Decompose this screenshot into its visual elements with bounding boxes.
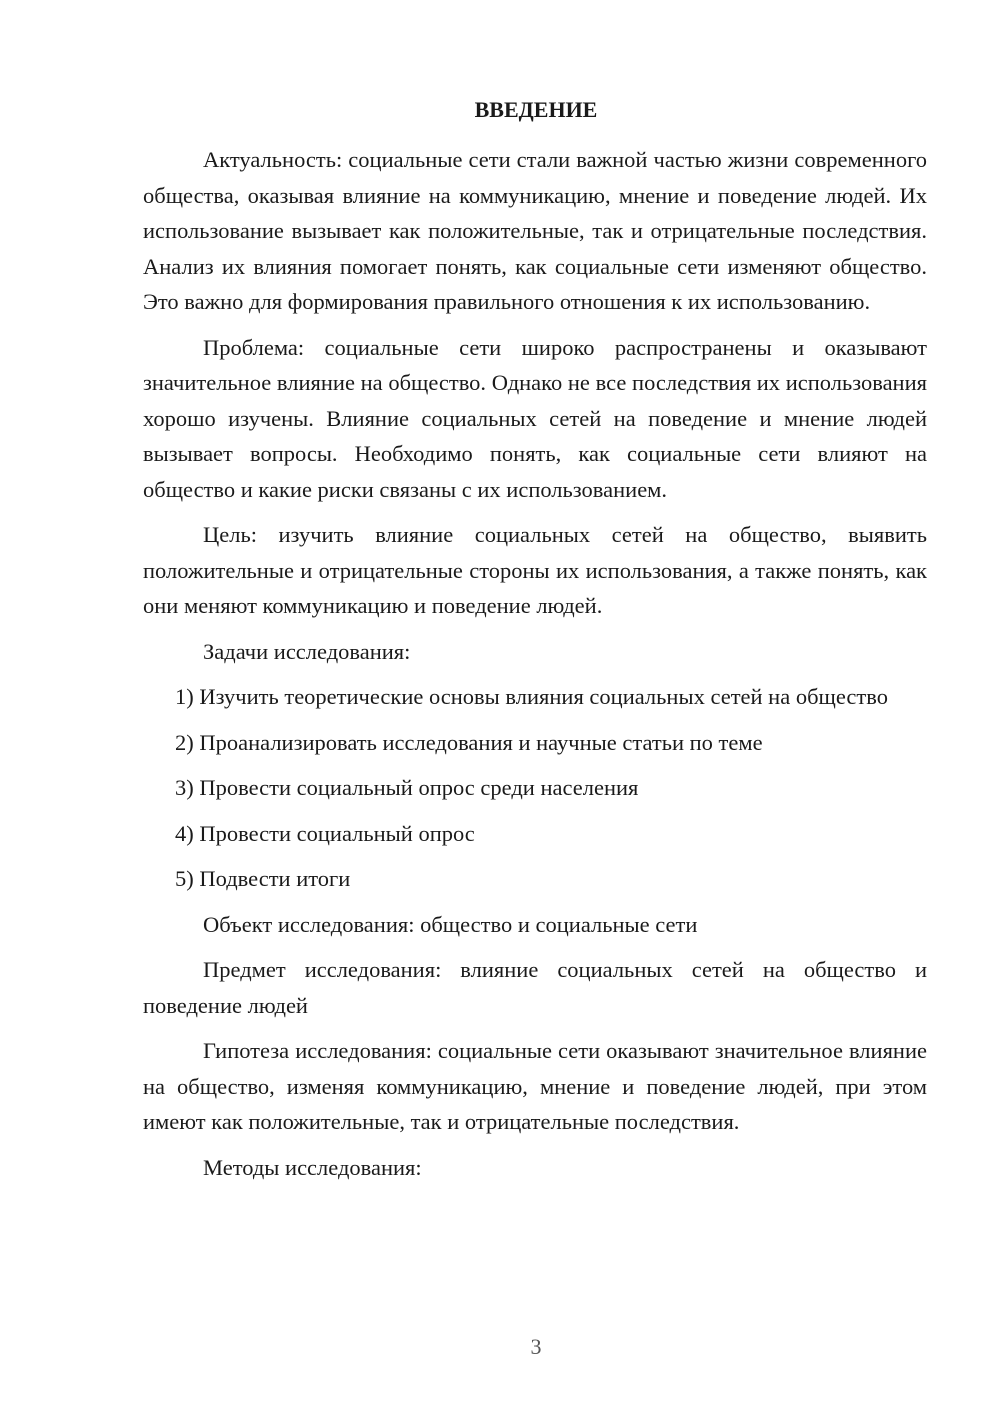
task-item-4: 4) Провести социальный опрос [175,820,475,846]
task-item-5: 5) Подвести итоги [175,866,351,891]
page-number: 3 [530,1334,542,1359]
document-body [143,142,927,1195]
paragraph-object: Объект исследования: общество и социальные сети [203,911,698,937]
tasks-heading: Задачи исследования: [203,638,411,664]
paragraph-relevance: Актуальность: социальные сети стали важной частью жизни современного общества, оказывая влияние на коммуникацию, мнение и поведение людей. Их использование вызывает как положительные, так и отрицательные последствия. Анализ их влияния помогает понять, как социальные сети изменяют общество. Это важно для формирования правильного отношения к их использованию. [143,147,927,314]
task-item-1: 1) Изучить теоретические основы влияния социальных сетей на общество [175,684,888,709]
paragraph-goal: Цель: изучить влияние социальных сетей на общество, выявить положительные и отрицательные стороны их использования, а также понять, как они меняют коммуникацию и поведение людей. [143,522,927,618]
task-item-3: 3) Провести социальный опрос среди населения [175,775,639,800]
task-item-2: 2) Проанализировать исследования и научные статьи по теме [175,729,763,755]
page-title: ВВЕДЕНИЕ [474,97,598,122]
paragraph-problem: Проблема: социальные сети широко распространены и оказывают значительное влияние на общество. Однако не все последствия их использования хорошо изучены. Влияние социальных сетей на поведение и мнение людей вызывает вопросы. Необходимо понять, как социальные сети влияют на общество и какие риски связаны с их использованием. [143,334,927,502]
paragraph-subject: Предмет исследования: влияние социальных сетей на общество и поведение людей [143,957,927,1018]
paragraph-hypothesis: Гипотеза исследования: социальные сети оказывают значительное влияние на общество, изменяя коммуникацию, мнение и поведение людей, при этом имеют как положительные, так и отрицательные последствия. [143,1038,927,1134]
methods-heading: Методы исследования: [203,1154,422,1180]
